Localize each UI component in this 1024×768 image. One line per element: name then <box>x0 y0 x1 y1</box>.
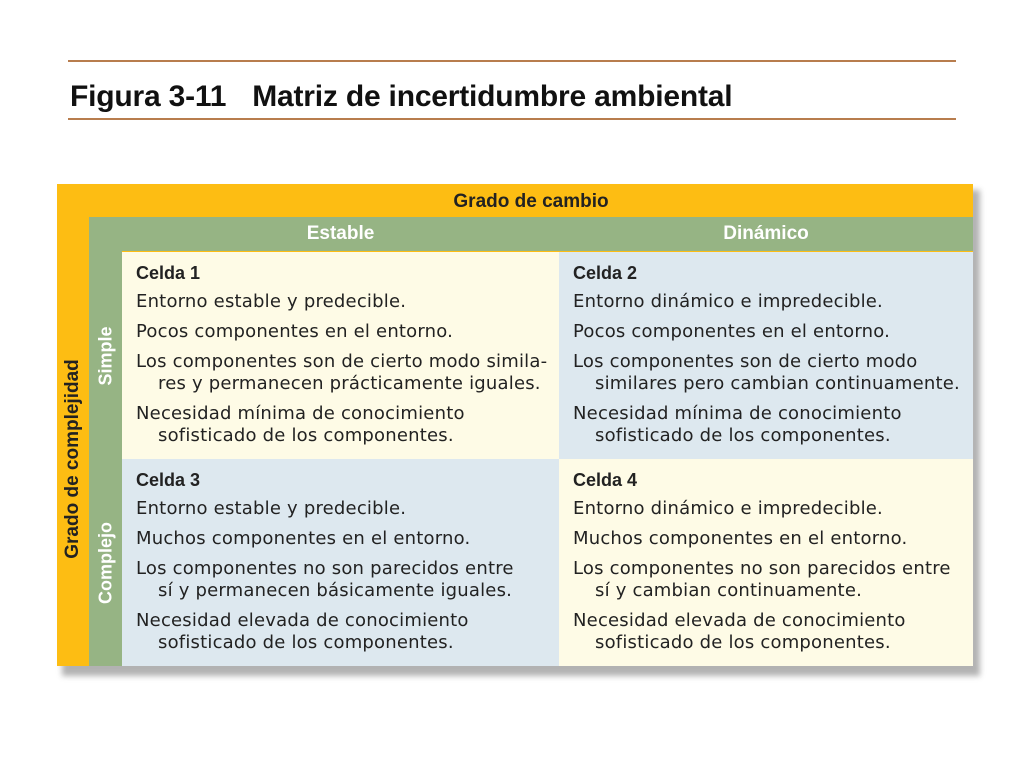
cell-item-line: sofisticado de los componentes. <box>595 632 891 653</box>
cell-item <box>136 498 559 520</box>
cell-title: Celda 4 <box>573 470 638 490</box>
cell-item-line: Muchos componentes en el entorno. <box>136 528 471 549</box>
cell-item <box>136 321 559 343</box>
row-axis-label-text: Grado de complejidad <box>62 359 83 559</box>
matrix-cell-3 <box>122 459 559 666</box>
cell-item <box>136 528 559 550</box>
cell-item-line: Entorno dinámico e impredecible. <box>573 498 883 519</box>
cell-title: Celda 1 <box>136 263 201 283</box>
cell-item-line: sí y cambian continuamente. <box>595 580 863 601</box>
cell-item-line: sofisticado de los componentes. <box>158 632 454 653</box>
cell-item <box>136 351 559 395</box>
cell-item-line: Entorno estable y predecible. <box>136 291 407 312</box>
figure-title-text: Matriz de incertidumbre ambiental <box>252 80 733 113</box>
cell-item-line: Entorno dinámico e impredecible. <box>573 291 883 312</box>
cell-item-line: sofisticado de los componentes. <box>158 425 454 446</box>
matrix-cell-1 <box>122 252 559 459</box>
cell-item <box>573 321 973 343</box>
cell-item <box>136 558 559 602</box>
cell-item-line: Los componentes son de cierto modo <box>573 351 918 372</box>
row-axis-label <box>57 252 89 666</box>
cell-item <box>573 403 973 447</box>
cell-title: Celda 2 <box>573 263 638 283</box>
cell-item-line: Necesidad elevada de conocimiento <box>573 610 906 631</box>
title-bottom-rule <box>68 118 956 120</box>
row-label-complejo <box>89 459 122 666</box>
cell-item-line: Necesidad mínima de conocimiento <box>573 403 902 424</box>
cell-title: Celda 3 <box>136 470 201 490</box>
cell-item <box>573 528 973 550</box>
matrix-cell-4 <box>559 459 973 666</box>
cell-item <box>136 291 559 313</box>
cell-item-line: Necesidad elevada de conocimiento <box>136 610 469 631</box>
row-label-simple-text: Simple <box>95 325 115 386</box>
column-label-dinamico: Dinámico <box>723 223 809 244</box>
row-label-complejo-text: Complejo <box>95 521 115 604</box>
cell-item-line: sofisticado de los componentes. <box>595 425 891 446</box>
cell-item <box>573 291 973 313</box>
cell-item-line: res y permanecen prácticamente iguales. <box>158 373 541 394</box>
title-top-rule <box>68 60 956 62</box>
cell-item-line: similares pero cambian continuamente. <box>595 373 960 394</box>
cell-item-line: sí y permanecen básicamente iguales. <box>158 580 513 601</box>
row-label-simple <box>89 252 122 459</box>
cell-item-line: Muchos componentes en el entorno. <box>573 528 908 549</box>
cell-item <box>573 558 973 602</box>
figure-number: Figura 3-11 <box>70 80 227 113</box>
cell-item <box>136 403 559 447</box>
cell-item-line: Los componentes no son parecidos entre <box>136 558 514 579</box>
cell-item-line: Los componentes son de cierto modo simila- <box>136 351 548 372</box>
cell-item-line: Pocos componentes en el entorno. <box>573 321 891 342</box>
column-label-estable: Estable <box>306 223 375 244</box>
cell-item-line: Necesidad mínima de conocimiento <box>136 403 465 424</box>
cell-item-line: Entorno estable y predecible. <box>136 498 407 519</box>
cell-item-line: Los componentes no son parecidos entre <box>573 558 951 579</box>
cell-item <box>573 610 973 654</box>
cell-item <box>573 351 973 395</box>
matrix-cell-2 <box>559 252 973 459</box>
column-axis-label: Grado de cambio <box>453 191 609 212</box>
cell-item <box>573 498 973 520</box>
cell-item-line: Pocos componentes en el entorno. <box>136 321 454 342</box>
figure-title <box>70 80 732 114</box>
cell-item <box>136 610 559 654</box>
